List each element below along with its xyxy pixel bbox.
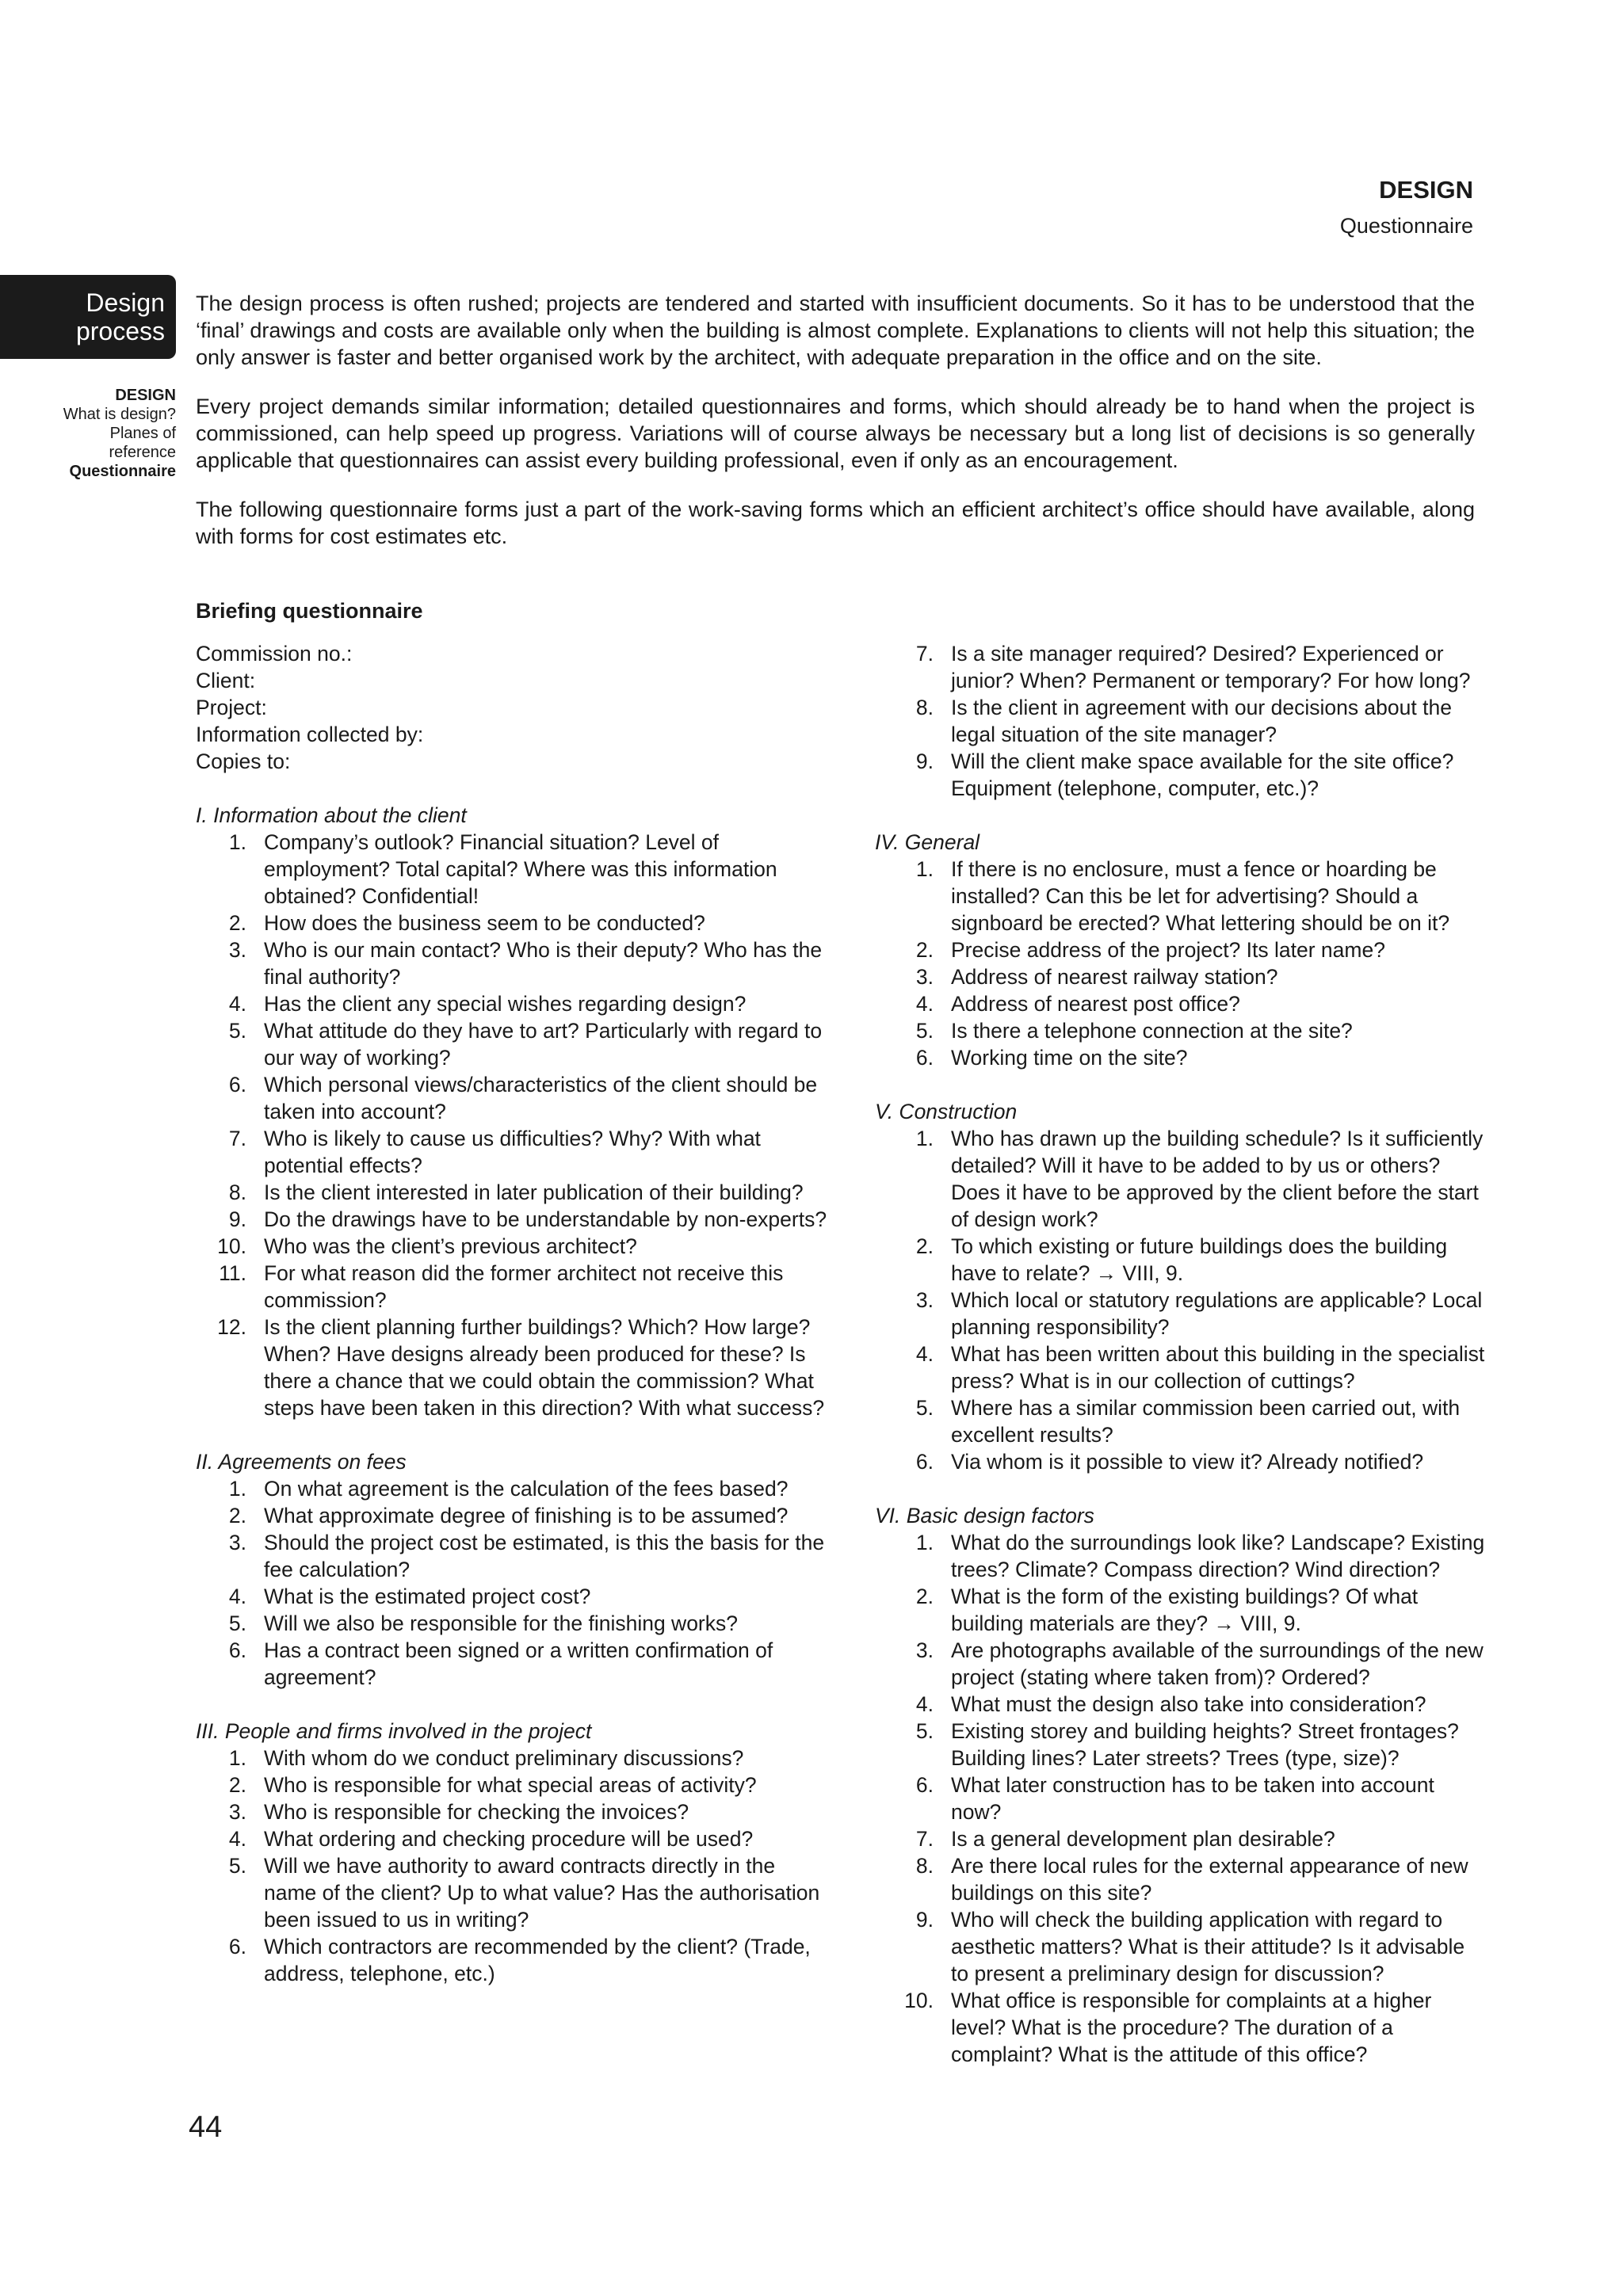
question-item: [196, 1933, 830, 1987]
section-people-firms: [196, 1718, 830, 1987]
question-number: 5.: [228, 1019, 246, 1043]
question-item: [196, 1071, 830, 1125]
question-text: Is there a telephone connection at the site?: [951, 1019, 1353, 1043]
question-text: Who was the client’s previous architect?: [264, 1234, 637, 1258]
question-text: Is the client interested in later publication of their building?: [264, 1180, 804, 1204]
section-design-factors: [875, 1502, 1485, 2068]
question-text: What is the estimated project cost?: [264, 1585, 591, 1608]
question-item: [875, 1583, 1485, 1637]
question-item: [875, 963, 1485, 990]
question-text: Who is likely to cause us difficulties? Why? With what potential effects?: [264, 1127, 761, 1177]
chapter-tab-line1: Design: [86, 288, 165, 317]
question-item: [875, 1852, 1485, 1906]
meta-copies: Copies to:: [196, 749, 291, 773]
question-number: 6.: [915, 1773, 934, 1797]
question-item: [875, 1287, 1485, 1341]
question-item: [196, 1610, 830, 1637]
question-text: What has been written about this building in the specialist press? What is in our collection of cuttings?: [951, 1342, 1485, 1393]
question-item: [875, 1394, 1485, 1448]
question-text: Working time on the site?: [951, 1046, 1188, 1070]
question-number: 11.: [219, 1261, 246, 1285]
question-item: [875, 640, 1485, 694]
question-number: 2.: [228, 1504, 246, 1527]
question-text: What approximate degree of finishing is to be assumed?: [264, 1504, 789, 1527]
section-fees: [196, 1448, 830, 1691]
question-text: To which existing or future buildings does the building have to relate? → VIII, 9.: [951, 1234, 1448, 1285]
question-text: What do the surroundings look like? Landscape? Existing trees? Climate? Compass direction? Wind direction?: [951, 1531, 1485, 1581]
question-item: [196, 1502, 830, 1529]
section-general: [875, 829, 1485, 1071]
question-item: [196, 990, 830, 1017]
question-item: [196, 1772, 830, 1798]
question-item: [875, 1987, 1485, 2068]
question-text: If there is no enclosure, must a fence or hoarding be installed? Can this be let for advertising? Should a signboard be erected? What lettering should be on it?: [951, 857, 1450, 935]
section-title: IV. General: [875, 830, 980, 854]
question-text: Is a general development plan desirable?: [951, 1827, 1335, 1851]
question-list: [196, 1475, 830, 1691]
question-number: 9.: [228, 1207, 246, 1231]
question-item: [196, 1017, 830, 1071]
question-text: What must the design also take into consideration?: [951, 1692, 1426, 1716]
section-title: II. Agreements on fees: [196, 1450, 407, 1474]
question-text: Address of nearest railway station?: [951, 965, 1278, 989]
question-item: [875, 1017, 1485, 1044]
intro-paragraph-2: Every project demands similar information; detailed questionnaires and forms, which should already be to hand when the project is commissioned, can help speed up progress. Variations will of course always be necessary but a long list of decisions is so generally applicable that questionnaires can assist every building professional, even if only as an encouragement.: [196, 395, 1475, 472]
question-number: 10.: [904, 1989, 934, 2012]
question-text: Address of nearest post office?: [951, 992, 1240, 1016]
question-number: 1.: [228, 1477, 246, 1501]
sidebar-item-planes-of: Planes of: [109, 425, 176, 442]
question-number: 7.: [915, 1827, 934, 1851]
question-item: [196, 1798, 830, 1825]
question-text: Who will check the building application with regard to aesthetic matters? What is their attitude? Is it advisable to present a preliminary design for discussion?: [951, 1908, 1465, 1985]
question-item: [875, 990, 1485, 1017]
question-number: 3.: [228, 1531, 246, 1554]
question-text: What office is responsible for complaints at a higher level? What is the procedure? The duration of a complaint? What is the attitude of this office?: [951, 1989, 1432, 2066]
question-item: [875, 1825, 1485, 1852]
question-number: 1.: [228, 1746, 246, 1770]
question-number: 10.: [217, 1234, 246, 1258]
question-text: With whom do we conduct preliminary discussions?: [264, 1746, 744, 1770]
question-text: What ordering and checking procedure will be used?: [264, 1827, 754, 1851]
question-item: [196, 1314, 830, 1421]
question-text: Are there local rules for the external appearance of new buildings on this site?: [951, 1854, 1468, 1905]
question-list: [875, 1529, 1485, 2068]
question-number: 4.: [228, 992, 246, 1016]
question-text: Precise address of the project? Its later name?: [951, 938, 1385, 962]
left-column: [196, 597, 830, 1987]
question-number: 6.: [228, 1638, 246, 1662]
question-item: [196, 910, 830, 936]
question-text: Who is our main contact? Who is their deputy? Who has the final authority?: [264, 938, 823, 989]
question-number: 5.: [915, 1019, 934, 1043]
question-number: 1.: [915, 857, 934, 881]
section-title: I. Information about the client: [196, 803, 467, 827]
section-title: VI. Basic design factors: [875, 1504, 1094, 1527]
question-text: Should the project cost be estimated, is this the basis for the fee calculation?: [264, 1531, 825, 1581]
question-text: Where has a similar commission been carried out, with excellent results?: [951, 1396, 1461, 1447]
briefing-meta: [196, 640, 830, 775]
question-number: 1.: [228, 830, 246, 854]
question-item: [196, 1852, 830, 1933]
question-text: What is the form of the existing buildings? Of what building materials are they? → VIII, 9.: [951, 1585, 1419, 1635]
question-number: 8.: [915, 696, 934, 719]
section-title: III. People and firms involved in the project: [196, 1719, 592, 1743]
question-item: [196, 936, 830, 990]
question-list: [875, 1125, 1485, 1475]
question-number: 3.: [228, 938, 246, 962]
question-item: [875, 1637, 1485, 1691]
question-item: [196, 1179, 830, 1206]
question-text: What attitude do they have to art? Particularly with regard to our way of working?: [264, 1019, 823, 1070]
question-number: 4.: [228, 1585, 246, 1608]
question-text: Do the drawings have to be understandable by non-experts?: [264, 1207, 827, 1231]
question-item: [875, 1718, 1485, 1772]
question-number: 9.: [915, 749, 934, 773]
question-text: Is a site manager required? Desired? Experienced or junior? When? Permanent or temporary? For how long?: [951, 642, 1471, 692]
question-item: [875, 1772, 1485, 1825]
sidebar-item-what-is-design: What is design?: [63, 406, 176, 423]
question-list: [196, 1745, 830, 1987]
question-number: 1.: [915, 1127, 934, 1150]
question-item: [196, 1206, 830, 1233]
question-text: Are photographs available of the surroundings of the new project (stating where taken from)? Ordered?: [951, 1638, 1484, 1689]
right-column: [875, 640, 1485, 2068]
question-number: 6.: [228, 1073, 246, 1097]
question-item: [196, 1260, 830, 1314]
question-number: 3.: [915, 965, 934, 989]
question-item: [196, 1637, 830, 1691]
question-item: [196, 1475, 830, 1502]
question-number: 12.: [217, 1315, 246, 1339]
question-item: [196, 1529, 830, 1583]
question-list-continued: [875, 640, 1485, 802]
sidebar-item-design: DESIGN: [115, 387, 176, 404]
question-item: [196, 1825, 830, 1852]
question-number: 1.: [915, 1531, 934, 1554]
chapter-tab: [0, 275, 176, 359]
question-number: 6.: [915, 1046, 934, 1070]
meta-collected-by: Information collected by:: [196, 723, 424, 746]
intro-text: [196, 290, 1475, 572]
question-number: 4.: [228, 1827, 246, 1851]
question-number: 3.: [228, 1800, 246, 1824]
question-item: [875, 856, 1485, 936]
question-text: Who has drawn up the building schedule? Is it sufficiently detailed? Will it have to be added to by us or others? Does it have to be approved by the client before the start of design work?: [951, 1127, 1484, 1231]
question-number: 8.: [915, 1854, 934, 1878]
sidebar-item-reference: reference: [109, 444, 176, 461]
header-title: DESIGN: [1379, 176, 1473, 204]
question-text: On what agreement is the calculation of the fees based?: [264, 1477, 789, 1501]
question-text: Which personal views/characteristics of the client should be taken into account?: [264, 1073, 818, 1123]
question-list: [875, 856, 1485, 1071]
question-text: Is the client planning further buildings? Which? How large? When? Have designs already been produced for these? Is there a chance that we could obtain the commission? What steps have been taken in this direction? With what success?: [264, 1315, 825, 1420]
question-number: 6.: [915, 1450, 934, 1474]
question-item: [875, 748, 1485, 802]
question-item: [875, 1044, 1485, 1071]
question-list: [196, 829, 830, 1421]
question-number: 5.: [915, 1719, 934, 1743]
question-item: [875, 1341, 1485, 1394]
question-text: Is the client in agreement with our decisions about the legal situation of the site manager?: [951, 696, 1452, 746]
question-text: Which contractors are recommended by the client? (Trade, address, telephone, etc.): [264, 1935, 811, 1985]
question-number: 2.: [228, 1773, 246, 1797]
question-text: How does the business seem to be conducted?: [264, 911, 705, 935]
meta-project: Project:: [196, 696, 267, 719]
question-number: 2.: [228, 911, 246, 935]
question-number: 4.: [915, 1692, 934, 1716]
question-text: Has a contract been signed or a written confirmation of agreement?: [264, 1638, 773, 1689]
question-item: [875, 1906, 1485, 1987]
question-item: [196, 829, 830, 910]
question-number: 5.: [915, 1396, 934, 1420]
header-subtitle: Questionnaire: [1339, 214, 1473, 238]
question-text: Will the client make space available for the site office? Equipment (telephone, computer, etc.)?: [951, 749, 1454, 800]
question-item: [196, 1745, 830, 1772]
question-text: Company’s outlook? Financial situation? Level of employment? Total capital? Where was this information obtained? Confidential!: [264, 830, 777, 908]
intro-paragraph-3: The following questionnaire forms just a part of the work-saving forms which an efficient architect’s office should have available, along with forms for cost estimates etc.: [196, 498, 1475, 548]
question-number: 3.: [915, 1638, 934, 1662]
meta-commission: Commission no.:: [196, 642, 353, 666]
question-item: [875, 1529, 1485, 1583]
question-number: 6.: [228, 1935, 246, 1958]
question-item: [196, 1125, 830, 1179]
question-text: Has the client any special wishes regarding design?: [264, 992, 747, 1016]
question-item: [875, 1691, 1485, 1718]
question-number: 2.: [915, 1585, 934, 1608]
question-text: What later construction has to be taken into account now?: [951, 1773, 1434, 1824]
question-number: 2.: [915, 938, 934, 962]
question-number: 7.: [915, 642, 934, 666]
intro-paragraph-1: The design process is often rushed; projects are tendered and started with insufficient documents. So it has to be understood that the ‘final’ drawings and costs are available only when the building is almost complete. Explanations to clients will not help this situation; the only answer is faster and better organised work by the architect, with adequate preparation in the office and on the site.: [196, 292, 1475, 369]
question-number: 5.: [228, 1611, 246, 1635]
question-text: Who is responsible for what special areas of activity?: [264, 1773, 757, 1797]
question-number: 2.: [915, 1234, 934, 1258]
question-number: 9.: [915, 1908, 934, 1932]
question-text: For what reason did the former architect not receive this commission?: [264, 1261, 784, 1312]
meta-client: Client:: [196, 669, 256, 692]
question-text: Will we have authority to award contracts directly in the name of the client? Up to what value? Has the authorisation been issued to us in writing?: [264, 1854, 820, 1932]
question-item: [875, 694, 1485, 748]
chapter-tab-line2: process: [75, 317, 165, 345]
question-item: [196, 1233, 830, 1260]
question-number: 4.: [915, 1342, 934, 1366]
page-number: 44: [189, 2111, 223, 2144]
section-construction: [875, 1098, 1485, 1475]
question-text: Existing storey and building heights? Street frontages? Building lines? Later streets? Trees (type, size)?: [951, 1719, 1459, 1770]
briefing-title: Briefing questionnaire: [196, 599, 423, 623]
question-item: [196, 1583, 830, 1610]
section-client-info: [196, 802, 830, 1421]
question-text: Who is responsible for checking the invoices?: [264, 1800, 689, 1824]
sidebar-item-questionnaire: Questionnaire: [69, 463, 176, 480]
question-number: 4.: [915, 992, 934, 1016]
question-number: 5.: [228, 1854, 246, 1878]
question-item: [875, 1448, 1485, 1475]
question-text: Via whom is it possible to view it? Already notified?: [951, 1450, 1424, 1474]
sidebar-nav: [0, 386, 176, 481]
question-number: 3.: [915, 1288, 934, 1312]
question-item: [875, 1125, 1485, 1233]
question-number: 7.: [228, 1127, 246, 1150]
question-number: 8.: [228, 1180, 246, 1204]
question-text: Will we also be responsible for the finishing works?: [264, 1611, 738, 1635]
question-item: [875, 936, 1485, 963]
question-item: [875, 1233, 1485, 1287]
question-text: Which local or statutory regulations are applicable? Local planning responsibility?: [951, 1288, 1483, 1339]
section-title: V. Construction: [875, 1100, 1018, 1123]
